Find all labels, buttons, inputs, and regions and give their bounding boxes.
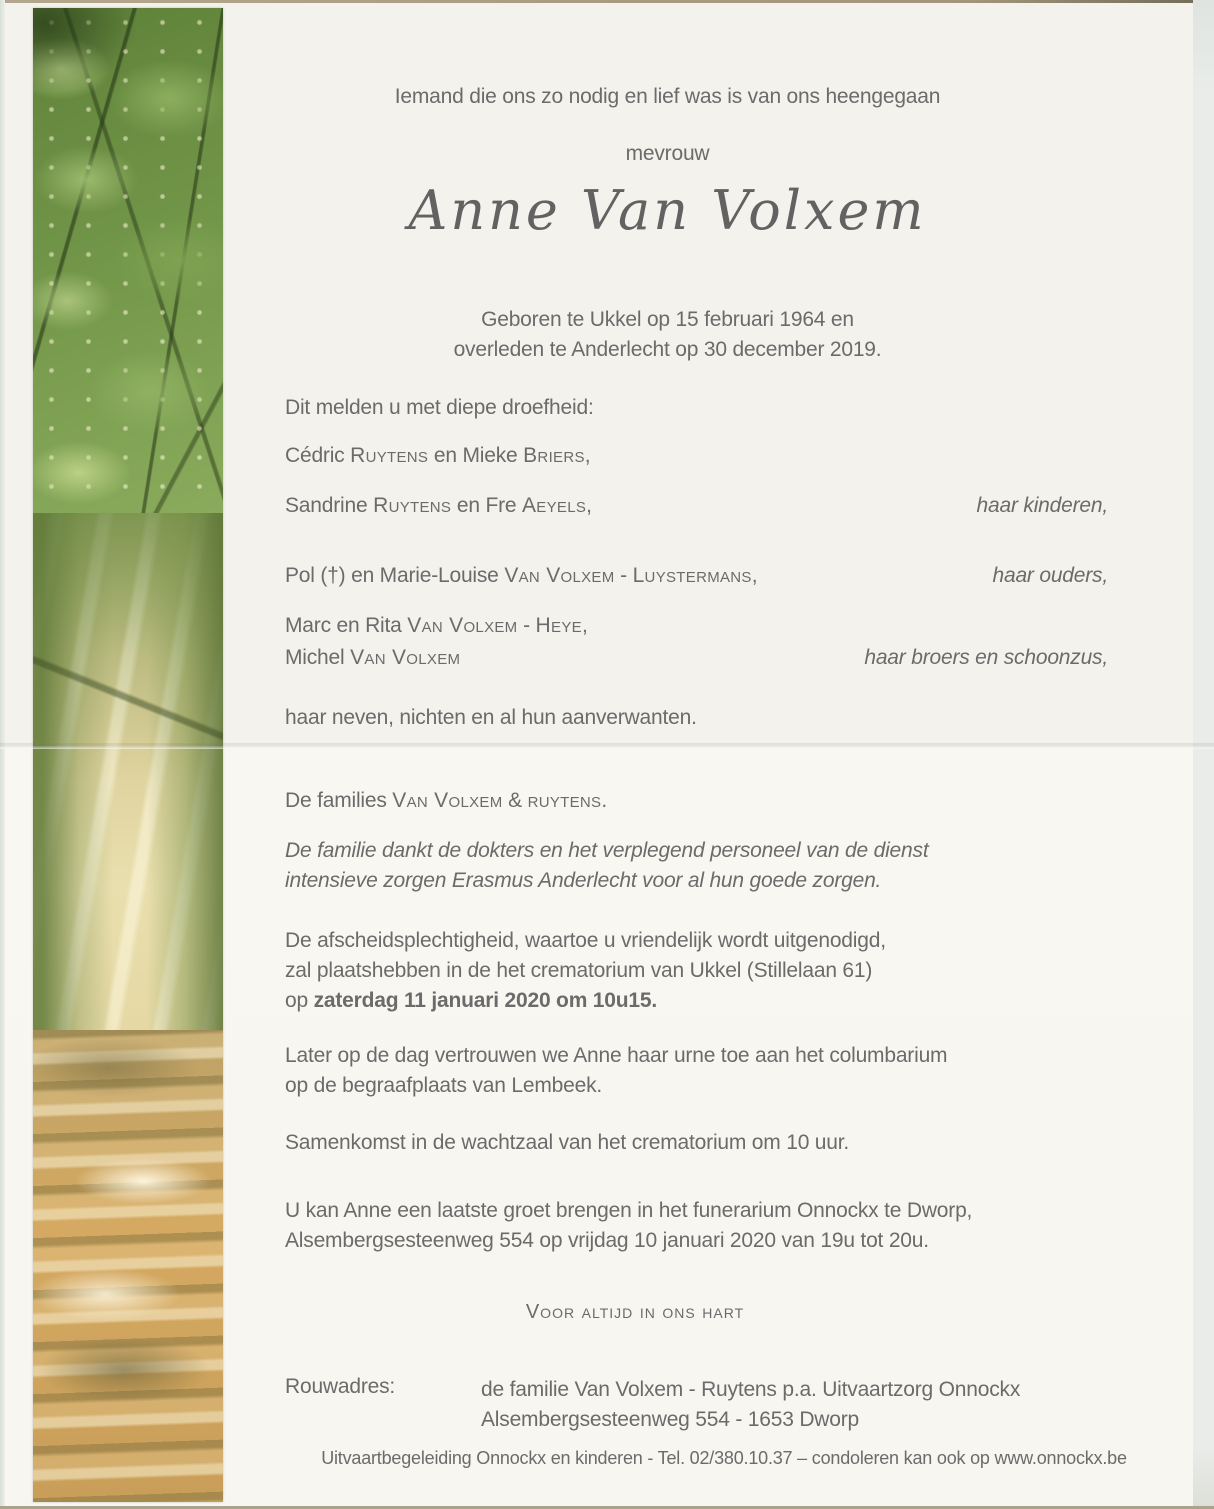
scan-edge-right xyxy=(1193,0,1214,1509)
thanks-line: intensieve zorgen Erasmus Anderlecht voor al hun goede zorgen. xyxy=(285,869,882,892)
relative-names: Marc en Rita Van Volxem - Heye, xyxy=(285,614,588,637)
ceremony-date-line: op zaterdag 11 januari 2020 om 10u15. xyxy=(285,989,657,1012)
death-line: overleden te Anderlecht op 30 december 2019. xyxy=(453,338,882,361)
relation-label: haar ouders, xyxy=(992,564,1108,587)
relative-row xyxy=(285,444,1108,468)
ceremony-line: De afscheidsplechtigheid, waartoe u vriendelijk wordt uitgenodigd, xyxy=(285,929,886,952)
farewell-line: U kan Anne een laatste groet brengen in het funerarium Onnockx te Dworp, xyxy=(285,1199,973,1222)
relative-row xyxy=(285,494,1108,518)
relative-names: Michel Van Volxem xyxy=(285,646,461,669)
dappled-ground-section xyxy=(33,1030,223,1502)
footer-line: Uitvaartbegeleiding Onnockx en kinderen - Tel. 02/380.10.37 – condoleren kan ook op www.onnockx.be xyxy=(321,1448,1127,1468)
farewell-paragraph xyxy=(285,1196,972,1256)
rouwadres-line: de familie Van Volxem - Ruytens p.a. Uitvaartzorg Onnockx xyxy=(481,1378,1021,1401)
gathering-line: Samenkomst in de wachtzaal van het crematorium om 10 uur. xyxy=(285,1131,850,1154)
epitaph-line: Iemand die ons zo nodig en lief was is van ons heengegaan xyxy=(394,85,941,108)
ceremony-line: zal plaatshebben in de het crematorium van Ukkel (Stillelaan 61) xyxy=(285,959,873,982)
deceased-name: Anne Van Volxem xyxy=(408,179,927,242)
columbarium-paragraph xyxy=(285,1041,947,1101)
scan-edge-left xyxy=(0,0,5,1509)
columbarium-line: op de begraafplaats van Lembeek. xyxy=(285,1074,602,1097)
scan-edge-top xyxy=(0,0,1214,3)
forest-foliage-section xyxy=(33,8,223,513)
relative-row xyxy=(285,614,1108,638)
fold-crease xyxy=(0,743,1214,749)
forest-path-photo xyxy=(33,8,223,1502)
rouwadres-label: Rouwadres: xyxy=(285,1375,396,1398)
relative-row xyxy=(285,646,1108,670)
thanks-paragraph xyxy=(285,836,928,896)
ceremony-paragraph xyxy=(285,926,886,1016)
birth-line: Geboren te Ukkel op 15 februari 1964 en xyxy=(481,308,854,331)
relatives-closing: haar neven, nichten en al hun aanverwanten. xyxy=(285,706,697,729)
thanks-line: De familie dankt de dokters en het verplegend personeel van de dienst xyxy=(285,839,929,862)
relative-names: Cédric Ruytens en Mieke Briers, xyxy=(285,444,591,467)
rouwadres-line: Alsembergsesteenweg 554 - 1653 Dworp xyxy=(481,1408,860,1431)
relative-row xyxy=(285,564,1108,588)
rouwadres-value xyxy=(481,1375,1020,1435)
columbarium-line: Later op de dag vertrouwen we Anne haar urne toe aan het columbarium xyxy=(285,1044,948,1067)
families-line: De families Van Volxem & ruytens. xyxy=(285,789,607,812)
farewell-line: Alsembergsesteenweg 554 op vrijdag 10 januari 2020 van 19u tot 20u. xyxy=(285,1229,929,1252)
relation-label: haar kinderen, xyxy=(976,494,1108,517)
announcement-intro: Dit melden u met diepe droefheid: xyxy=(285,396,594,419)
sunbeam-path-section xyxy=(33,513,223,1030)
motto-line: Voor altijd in ons hart xyxy=(525,1301,745,1323)
relative-names: Pol (†) en Marie-Louise Van Volxem - Luystermans, xyxy=(285,564,758,587)
relative-names: Sandrine Ruytens en Fre Aeyels, xyxy=(285,494,592,517)
relation-label: haar broers en schoonzus, xyxy=(864,646,1108,669)
salutation: mevrouw xyxy=(625,142,710,165)
